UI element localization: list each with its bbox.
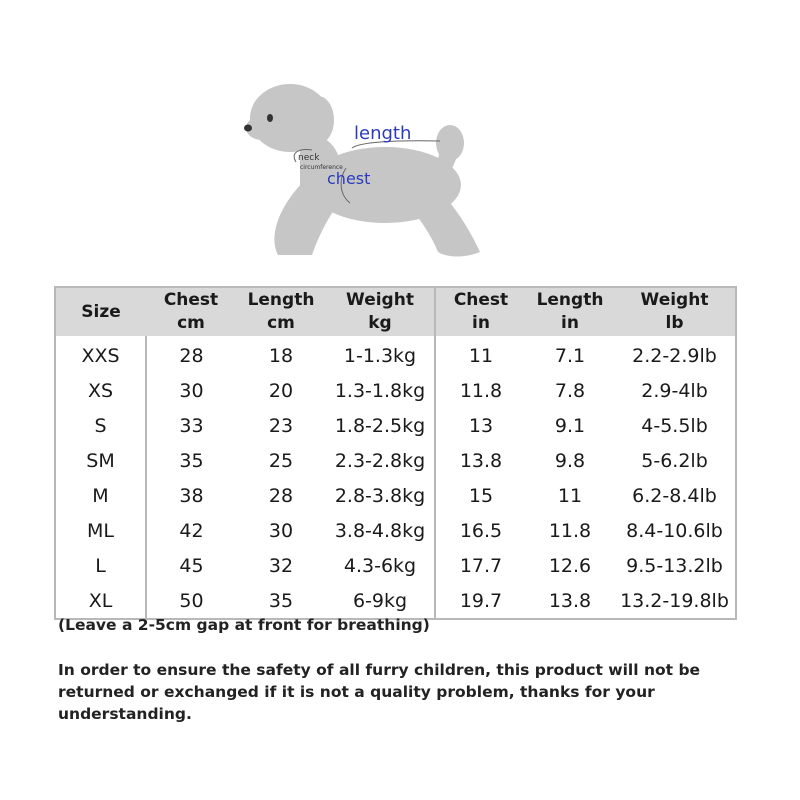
cell-weight-lb: 2.2-2.9lb (632, 344, 717, 367)
cell-size: ML (55, 513, 146, 548)
header-label: Length (536, 290, 604, 310)
size-chart-table (54, 286, 737, 620)
cell-chest-in: 11.8 (459, 379, 503, 402)
header-label: Size (81, 301, 121, 322)
circumference-label: circumference (300, 164, 343, 171)
table-row (55, 583, 736, 619)
cell-chest-in: 15 (468, 484, 494, 507)
cell-weight-lb: 9.5-13.2lb (626, 554, 723, 577)
cell-chest-cm: 35 (179, 449, 204, 472)
cell-chest-cm: 33 (179, 414, 204, 437)
header-label: Length (247, 290, 315, 310)
cell-weight-lb: 4-5.5lb (641, 414, 708, 437)
cell-chest-in: 19.7 (459, 589, 503, 612)
cell-weight-kg: 3.8-4.8kg (326, 513, 435, 548)
cell-length-in: 9.8 (554, 449, 586, 472)
cell-length-in: 11.8 (548, 519, 592, 542)
cell-length-in: 13.8 (548, 589, 592, 612)
cell-length-cm: 35 (268, 589, 294, 612)
cell-weight-kg: 2.3-2.8kg (326, 443, 435, 478)
table-row (55, 513, 736, 548)
header-size (55, 287, 146, 336)
cell-chest-in: 13.8 (459, 449, 503, 472)
cell-chest-cm: 42 (179, 519, 204, 542)
cell-size: L (55, 548, 146, 583)
cell-length-cm: 18 (268, 344, 294, 367)
header-chest-in (435, 287, 526, 336)
cell-weight-lb: 2.9-4lb (641, 379, 708, 402)
breathing-gap-note: (Leave a 2-5cm gap at front for breathing) (58, 616, 430, 634)
cell-size: SM (55, 443, 146, 478)
table-body (55, 336, 736, 619)
dog-nose (244, 125, 252, 132)
cell-length-in: 9.1 (554, 414, 586, 437)
header-label: Weight (640, 290, 709, 310)
cell-chest-cm: 28 (179, 344, 204, 367)
cell-chest-cm: 30 (179, 379, 204, 402)
cell-chest-cm: 38 (179, 484, 204, 507)
header-unit: in (472, 313, 490, 333)
header-unit: cm (267, 313, 295, 333)
cell-size: XS (55, 373, 146, 408)
cell-length-in: 7.8 (554, 379, 586, 402)
table-row (55, 336, 736, 373)
cell-length-in: 12.6 (548, 554, 592, 577)
cell-weight-kg: 6-9kg (326, 583, 435, 619)
cell-weight-kg: 1-1.3kg (326, 336, 435, 373)
header-unit: in (561, 313, 579, 333)
cell-length-in: 7.1 (554, 344, 586, 367)
cell-length-cm: 23 (268, 414, 294, 437)
dog-eye (267, 114, 273, 122)
neck-label: neck (298, 153, 320, 163)
cell-length-cm: 30 (268, 519, 294, 542)
return-policy-text: In order to ensure the safety of all furry children, this product will not be returned or exchanged if it is not a quality problem, thanks for your understanding. (58, 661, 701, 723)
cell-length-in: 11 (557, 484, 583, 507)
cell-weight-kg: 4.3-6kg (326, 548, 435, 583)
cell-length-cm: 25 (268, 449, 294, 472)
cell-length-cm: 20 (268, 379, 294, 402)
table-row (55, 478, 736, 513)
cell-chest-in: 13 (468, 414, 494, 437)
table-row (55, 373, 736, 408)
header-length-cm (236, 287, 326, 336)
table-header (55, 287, 736, 336)
cell-weight-kg: 1.3-1.8kg (326, 373, 435, 408)
cell-weight-lb: 13.2-19.8lb (620, 589, 729, 612)
cell-length-cm: 28 (268, 484, 294, 507)
header-length-in (526, 287, 614, 336)
length-label: length (354, 123, 412, 144)
table-row (55, 408, 736, 443)
cell-size: M (55, 478, 146, 513)
header-label: Chest (163, 290, 219, 310)
cell-weight-lb: 8.4-10.6lb (626, 519, 723, 542)
header-unit: lb (665, 313, 684, 333)
header-unit: kg (368, 313, 392, 333)
cell-weight-kg: 2.8-3.8kg (326, 478, 435, 513)
cell-weight-lb: 6.2-8.4lb (632, 484, 717, 507)
cell-chest-cm: 50 (179, 589, 204, 612)
dog-measurement-diagram (240, 78, 500, 263)
header-weight-lb (614, 287, 736, 336)
cell-weight-kg: 1.8-2.5kg (326, 408, 435, 443)
cell-length-cm: 32 (268, 554, 294, 577)
cell-size: XXS (55, 336, 146, 373)
header-unit: cm (177, 313, 205, 333)
cell-chest-in: 16.5 (459, 519, 503, 542)
cell-chest-in: 17.7 (459, 554, 503, 577)
header-chest-cm (146, 287, 236, 336)
cell-chest-cm: 45 (179, 554, 204, 577)
cell-chest-in: 11 (468, 344, 494, 367)
cell-weight-lb: 5-6.2lb (641, 449, 708, 472)
table-row (55, 443, 736, 478)
table-row (55, 548, 736, 583)
header-label: Weight (346, 290, 414, 310)
chest-label: chest (327, 169, 371, 188)
header-label: Chest (453, 290, 509, 310)
header-weight-kg (326, 287, 435, 336)
cell-size: S (55, 408, 146, 443)
cell-size: XL (55, 583, 146, 619)
